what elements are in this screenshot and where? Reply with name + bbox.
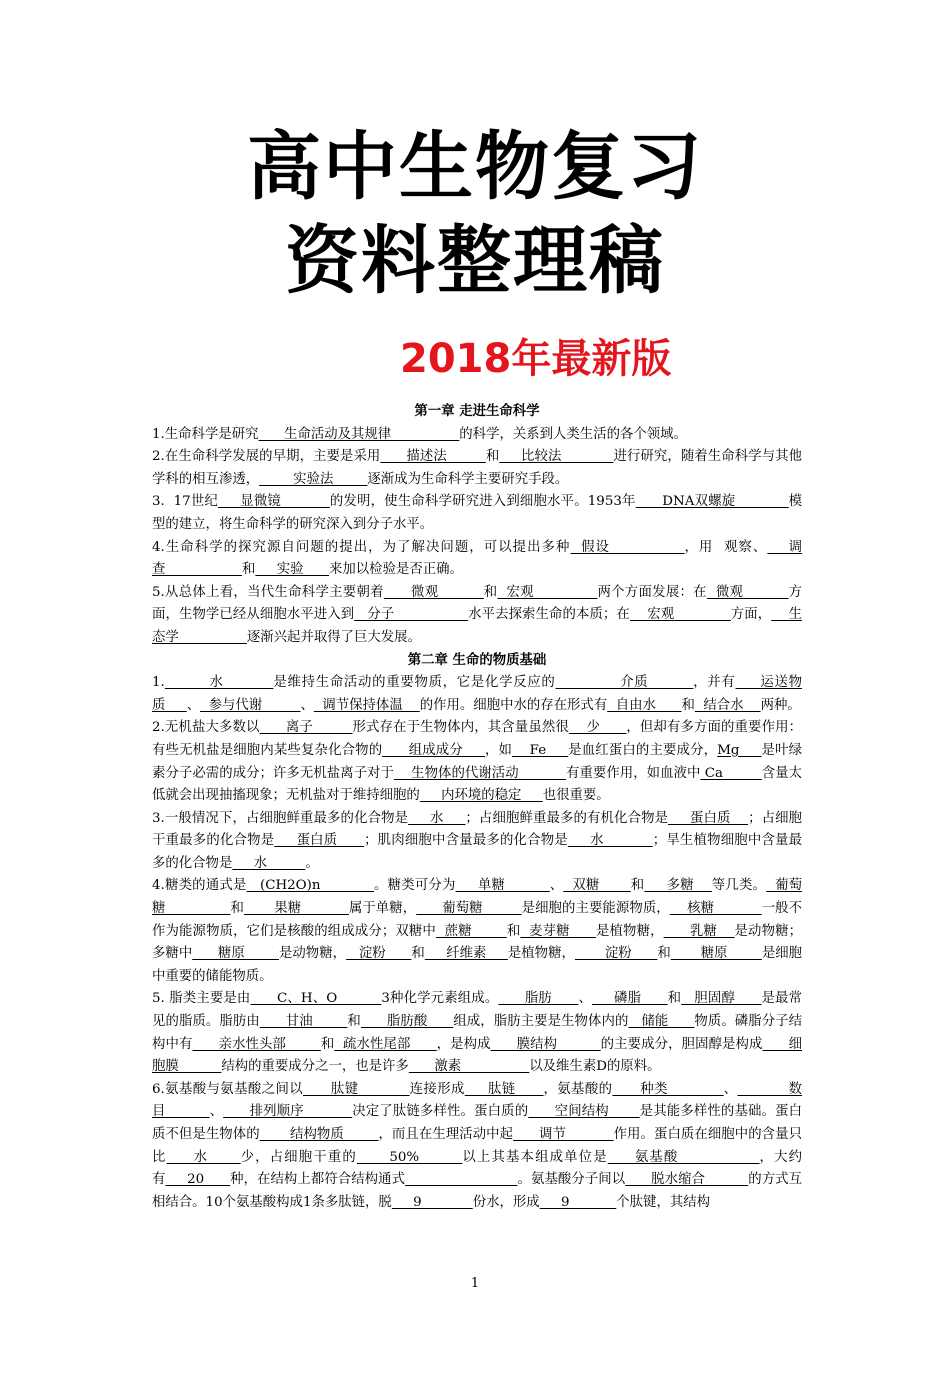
- paragraph-text: 份水，形成: [472, 1194, 540, 1210]
- paragraph-text: 是血红蛋白的主要成分，: [568, 742, 718, 758]
- paragraph-text: 和: [506, 923, 521, 939]
- paragraph-text: 含量太低就会出现抽搐现象；无机盐对于维持细胞的: [152, 765, 803, 804]
- blank-answer: 氨基酸: [607, 1149, 760, 1165]
- blank-answer: 细胞膜: [152, 1036, 803, 1075]
- paragraph-text: 和: [242, 562, 256, 578]
- paragraph: [152, 446, 802, 491]
- paragraph-text: 和: [347, 1014, 361, 1030]
- paragraph-text: ，并有: [693, 675, 736, 691]
- blank-answer: 糖原: [670, 946, 762, 962]
- blank-answer: 50%: [356, 1149, 463, 1165]
- blank-answer: 9: [539, 1194, 617, 1210]
- blank-answer: 微观: [383, 584, 484, 600]
- paragraph-text: 逐渐兴起并取得了巨大发展。: [246, 629, 421, 645]
- paragraph-text: 。: [305, 855, 319, 871]
- paragraph-text: 有重要作用，如血液中: [566, 765, 701, 781]
- blank-answer: 实验法: [259, 471, 368, 487]
- paragraph-text: 连接形成: [409, 1081, 465, 1097]
- paragraph-text: 3种化学元素组成。: [381, 991, 499, 1007]
- blank-answer: 种类: [612, 1081, 724, 1097]
- paragraph-text: ；旱生植物细胞中含量最多的化合物是: [152, 833, 803, 871]
- paragraph-text: 是细胞中重要的储能物质。: [152, 946, 803, 984]
- paragraph-text: 决定了肽链多样性。蛋白质的: [352, 1104, 529, 1120]
- blank-answer: 葡萄糖: [152, 878, 803, 917]
- paragraph-text: 作用。蛋白质在细胞中的含量只比: [152, 1127, 802, 1165]
- blank-answer: 糖原: [192, 946, 279, 962]
- blank-answer: 蛋白质: [274, 833, 365, 849]
- blank-answer: 多糖: [644, 878, 712, 894]
- paragraph-text: 、: [578, 991, 592, 1007]
- paragraph-text: 、: [186, 697, 201, 713]
- paragraph-text: 。糖类可分为: [374, 878, 456, 894]
- blank-answer: 离子: [259, 720, 353, 736]
- blank-answer: 双糖: [563, 878, 631, 894]
- blank-answer: 水: [166, 1149, 241, 1165]
- blank-answer: [405, 1172, 517, 1187]
- blank-answer: 脂肪酸: [360, 1014, 454, 1030]
- blank-answer: 甘油: [259, 1014, 348, 1030]
- paragraph-text: 物质。磷脂分子结构中有: [152, 1014, 803, 1052]
- paragraph-text: 和: [681, 697, 695, 713]
- blank-answer: 自由水: [607, 697, 682, 713]
- blank-answer: DNA双螺旋: [635, 494, 789, 510]
- paragraph-text: 也很重要。: [542, 788, 610, 804]
- paragraph: [152, 491, 802, 536]
- blank-answer: 蛋白质: [668, 810, 749, 826]
- paragraph-text: 等几类。: [711, 878, 767, 894]
- blank-answer: 假设: [570, 539, 685, 555]
- paragraph-text: 进行研究，随着生命科学与其他学科的相互渗透，: [152, 449, 802, 487]
- blank-answer: 9: [391, 1194, 473, 1210]
- paragraph-text: 是维持生命活动的重要物质，它是化学反应的: [273, 675, 556, 691]
- blank-answer: 内环境的稳定: [419, 788, 543, 804]
- paragraph-text: ，但却有多方面的重要作用：有些无机盐是细胞内某些复杂化合物的: [152, 720, 803, 758]
- blank-answer: (CH2O)n: [246, 878, 375, 894]
- blank-answer: 纤维素: [424, 946, 508, 962]
- paragraph: [152, 537, 802, 582]
- paragraph-text: 、: [300, 697, 314, 713]
- paragraph-text: 组成，脂肪主要是生物体内的: [453, 1014, 629, 1030]
- chapter-1-section: [152, 424, 802, 650]
- blank-answer: 核糖: [669, 901, 762, 917]
- blank-answer: 储能: [628, 1014, 695, 1030]
- blank-answer: 磷脂: [591, 991, 668, 1007]
- blank-answer: 亲水性头部: [192, 1036, 321, 1052]
- blank-answer: 麦芽糖: [520, 923, 597, 939]
- paragraph-text: 2.在生命科学发展的早期，主要是采用: [152, 449, 381, 465]
- paragraph-text: 少，占细胞干重的: [240, 1149, 357, 1165]
- paragraph-text: 。氨基酸分子间以: [517, 1172, 626, 1188]
- paragraph-text: 3.一般情况下，占细胞鲜重最多的化合物是: [152, 810, 409, 826]
- blank-answer: Ca: [700, 765, 762, 781]
- blank-answer: 介质: [555, 675, 694, 691]
- paragraph: [152, 672, 802, 717]
- paragraph-text: 是细胞的主要能源物质，: [521, 901, 670, 917]
- paragraph-text: 的科学，关系到人类生活的各个领域。: [459, 426, 687, 442]
- paragraph-text: 、: [723, 1081, 738, 1097]
- paragraph-text: 属于单糖，: [348, 901, 417, 917]
- blank-answer: 水: [567, 833, 653, 849]
- paragraph-text: 2.无机盐大多数以: [152, 720, 260, 736]
- paragraph-text: 1.生命科学是研究: [152, 426, 259, 442]
- paragraph-text: 两种。: [760, 697, 801, 713]
- paragraph-text: ；肌肉细胞中含量最多的化合物是: [364, 833, 568, 849]
- paragraph: [152, 717, 802, 807]
- blank-answer: 调节保持体温: [313, 697, 420, 713]
- blank-answer: 运送物质: [152, 675, 802, 713]
- paragraph-text: ，是构成: [436, 1036, 491, 1052]
- chapter-1-heading: 第一章 走进生命科学: [414, 404, 540, 419]
- paragraph-text: ，氨基酸的: [543, 1081, 613, 1097]
- paragraph-text: 是最常见的脂质。脂肪由: [152, 991, 802, 1030]
- paragraph-text: 4.生命科学的探究源自问题的提出，为了解决问题，可以提出多种: [152, 539, 571, 555]
- paragraph-text: 观察: [713, 539, 753, 555]
- paragraph-text: 5.从总体上看，当代生命科学主要朝着: [152, 584, 384, 600]
- blank-answer: 肽链: [464, 1081, 544, 1097]
- paragraph-text: 和: [485, 449, 500, 465]
- paragraph-text: 6.氨基酸与氨基酸之间以: [152, 1081, 304, 1097]
- blank-answer: 宏观: [497, 584, 598, 600]
- main-title-line-2: 资料整理稿: [285, 218, 665, 304]
- blank-answer: 淀粉: [346, 946, 412, 962]
- chapter-2-section: [152, 672, 802, 1214]
- paragraph-text: 1.: [152, 675, 165, 691]
- paragraph-text: 是叶绿素分子必需的成分；许多无机盐离子对于: [152, 742, 803, 781]
- paragraph-text: 是植物糖，: [507, 946, 575, 962]
- blank-answer: 水: [232, 855, 306, 871]
- edition-label: 2018年最新版: [400, 336, 672, 382]
- blank-answer: 水: [408, 810, 466, 826]
- blank-answer: 乳糖: [663, 923, 735, 939]
- blank-answer: 分子: [354, 607, 469, 623]
- paragraph-text: 是其能多样性的基础。蛋白质不但是生物体的: [152, 1104, 802, 1142]
- chapter-2-heading: 第二章 生命的物质基础: [407, 652, 547, 668]
- blank-answer: Mg: [717, 742, 762, 758]
- paragraph-text: 和: [630, 878, 645, 894]
- paragraph-text: 种，在结构上都符合结构通式: [230, 1172, 406, 1188]
- blank-answer: 单糖: [455, 878, 550, 894]
- blank-answer: 脱水缩合: [625, 1172, 749, 1188]
- blank-answer: 胆固醇: [681, 991, 762, 1007]
- paragraph: [152, 424, 802, 447]
- blank-answer: 结合水: [694, 697, 761, 713]
- paragraph-text: 5. 脂类主要是由: [152, 991, 251, 1007]
- blank-answer: 排列顺序: [223, 1104, 353, 1120]
- blank-answer: 生态学: [152, 607, 802, 645]
- blank-answer: 调节: [513, 1127, 614, 1142]
- paragraph-text: 、: [209, 1104, 224, 1120]
- blank-answer: 疏水性尾部: [334, 1036, 437, 1052]
- paragraph-text: 来加以检验是否正确。: [329, 562, 463, 578]
- paragraph-text: 和: [230, 901, 244, 917]
- blank-answer: 膜结构: [490, 1036, 601, 1052]
- paragraph-text: 一般不作为能源物质，它们是核酸的组成成分；双糖中: [152, 901, 803, 939]
- blank-answer: 参与代谢: [200, 697, 301, 713]
- blank-answer: Fe: [512, 742, 569, 758]
- paragraph: [152, 875, 802, 988]
- paragraph-text: 方面，: [730, 607, 772, 623]
- paragraph-text: 模型的建立，将生命科学的研究深入到分子水平。: [152, 494, 803, 532]
- blank-answer: 比较法: [499, 449, 614, 465]
- paragraph-text: 的主要成分，胆固醇是构成: [600, 1036, 763, 1052]
- paragraph: [152, 582, 802, 650]
- paragraph-text: 是动物糖，: [278, 946, 347, 962]
- blank-answer: 脂肪: [498, 991, 579, 1007]
- paragraph: [152, 808, 802, 876]
- blank-answer: 数目: [152, 1081, 803, 1120]
- paragraph-text: 方面，生物学已经从细胞水平进入到: [152, 584, 803, 623]
- paragraph-text: 和: [667, 991, 682, 1007]
- blank-answer: 葡萄糖: [416, 901, 522, 917]
- paragraph-text: 的发明，使生命科学研究进入到细胞水平。1953年: [329, 494, 636, 510]
- paragraph: [152, 988, 802, 1078]
- paragraph-text: 和: [657, 946, 671, 962]
- paragraph-text: 逐渐成为生命科学主要研究手段。: [367, 471, 569, 487]
- blank-answer: 水: [164, 675, 274, 691]
- blank-answer: 少: [568, 720, 627, 736]
- blank-answer: 结构物质: [259, 1127, 379, 1142]
- paragraph-text: 是动物糖；多糖中: [152, 923, 803, 962]
- paragraph-text: 和: [411, 946, 425, 962]
- document-body: [152, 401, 802, 1214]
- main-title-line-1: 高中生物复习: [247, 124, 703, 210]
- blank-answer: 宏观: [629, 607, 731, 623]
- paragraph-text: ，如: [484, 742, 513, 758]
- blank-answer: 生命活动及其规律: [258, 426, 460, 442]
- paragraph-text: 个肽键，其结构: [616, 1194, 711, 1210]
- blank-answer: 肽键: [303, 1081, 410, 1097]
- blank-answer: 激素: [408, 1059, 530, 1075]
- page-number: 1: [470, 1276, 480, 1291]
- paragraph-text: ，而且在生理活动中起: [378, 1127, 514, 1142]
- paragraph-text: ；占细胞干重最多的化合物是: [152, 810, 802, 849]
- paragraph-text: 、: [752, 539, 768, 555]
- paragraph: [152, 1079, 802, 1215]
- blank-answer: 生物体的代谢活动: [393, 765, 567, 781]
- blank-answer: 淀粉: [574, 946, 658, 962]
- paragraph-text: 和: [320, 1036, 335, 1052]
- paragraph-text: 结构的重要成分之一，也是许多: [221, 1059, 409, 1075]
- blank-answer: 微观: [706, 584, 789, 600]
- paragraph-text: 以上其基本组成单位是: [462, 1149, 608, 1165]
- paragraph-text: 和: [483, 584, 498, 600]
- paragraph-text: 、: [549, 878, 564, 894]
- blank-answer: 果糖: [243, 901, 349, 917]
- paragraph-text: 3. 17世纪: [152, 494, 219, 510]
- blank-answer: 实验: [255, 562, 330, 578]
- paragraph-text: 是植物糖，: [596, 923, 664, 939]
- paragraph-text: 以及维生素D的原料。: [529, 1059, 661, 1075]
- paragraph-text: ，用: [684, 539, 714, 555]
- paragraph-text: 4.糖类的通式是: [152, 878, 247, 894]
- paragraph-text: 两个方面发展：在: [597, 584, 707, 600]
- blank-answer: 空间结构: [528, 1104, 640, 1120]
- paragraph-text: 水平去探索生命的本质；在: [468, 607, 630, 623]
- blank-answer: 组成成分: [382, 742, 485, 758]
- blank-answer: 调查: [152, 539, 803, 578]
- blank-answer: 20: [165, 1172, 231, 1188]
- paragraph-text: 的作用。细胞中水的存在形式有: [419, 697, 608, 713]
- paragraph-text: ；占细胞鲜重最多的有机化合物是: [465, 810, 669, 826]
- paragraph-text: 的方式互相结合。10个氨基酸构成1条多肽链，脱: [152, 1172, 803, 1210]
- blank-answer: C、H、O: [250, 991, 382, 1007]
- blank-answer: 描述法: [380, 449, 486, 465]
- blank-answer: 显微镜: [218, 494, 330, 510]
- paragraph-text: 形式存在于生物体内，其含量虽然很: [352, 720, 569, 736]
- blank-answer: 蔗糖: [435, 923, 507, 939]
- paragraph-text: ，大约有: [152, 1149, 803, 1188]
